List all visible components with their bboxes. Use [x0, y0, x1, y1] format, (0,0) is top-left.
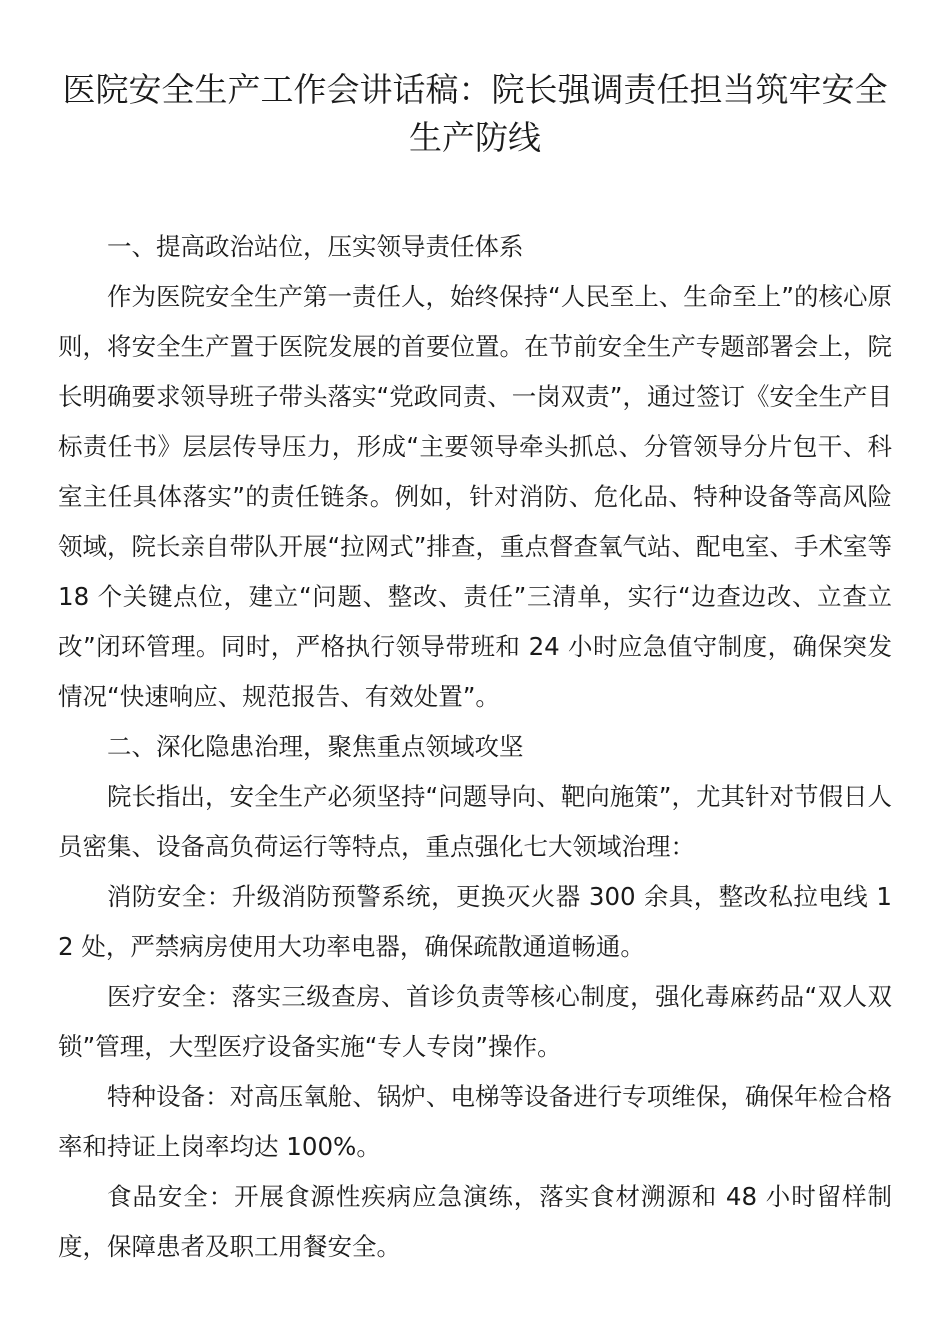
section-heading-2: 二、深化隐患治理，聚焦重点领域攻坚 — [107, 732, 524, 761]
document-body — [58, 222, 892, 1272]
section-heading-1: 一、提高政治站位，压实领导责任体系 — [107, 232, 524, 261]
paragraph-1: 作为医院安全生产第一责任人，始终保持“人民至上、生命至上”的核心原则，将安全生产置于医院发展的首要位置。在节前安全生产专题部署会上，院长明确要求领导班子带头落实“党政同责、一岗双责”，通过签订《安全生产目标责任书》层层传导压力，形成“主要领导牵头抓总、分管领导分片包干、科室主任具体落实”的责任链条。例如，针对消防、危化品、特种设备等高风险领域，院长亲自带队开展“拉网式”排查，重点督查氧气站、配电室、手术室等 18 个关键点位，建立“问题、整改、责任”三清单，实行“边查边改、立查立改”闭环管理。同时，严格执行领导带班和 24 小时应急值守制度，确保突发情况“快速响应、规范报告、有效处置”。 — [58, 282, 892, 711]
paragraph-special-equipment: 特种设备：对高压氧舱、锅炉、电梯等设备进行专项维保，确保年检合格率和持证上岗率均达 100%。 — [58, 1082, 892, 1161]
paragraph-food-safety: 食品安全：开展食源性疾病应急演练，落实食材溯源和 48 小时留样制度，保障患者及职工用餐安全。 — [58, 1182, 892, 1261]
paragraph-medical-safety: 医疗安全：落实三级查房、首诊负责等核心制度，强化毒麻药品“双人双锁”管理，大型医疗设备实施“专人专岗”操作。 — [58, 982, 892, 1061]
document-title: 医院安全生产工作会讲话稿：院长强调责任担当筑牢安全生产防线 — [62, 70, 888, 157]
paragraph-fire-safety: 消防安全：升级消防预警系统，更换灭火器 300 余具，整改私拉电线 12 处，严禁病房使用大功率电器，确保疏散通道畅通。 — [58, 882, 892, 961]
paragraph-2: 院长指出，安全生产必须坚持“问题导向、靶向施策”，尤其针对节假日人员密集、设备高负荷运行等特点，重点强化七大领域治理： — [58, 782, 892, 861]
